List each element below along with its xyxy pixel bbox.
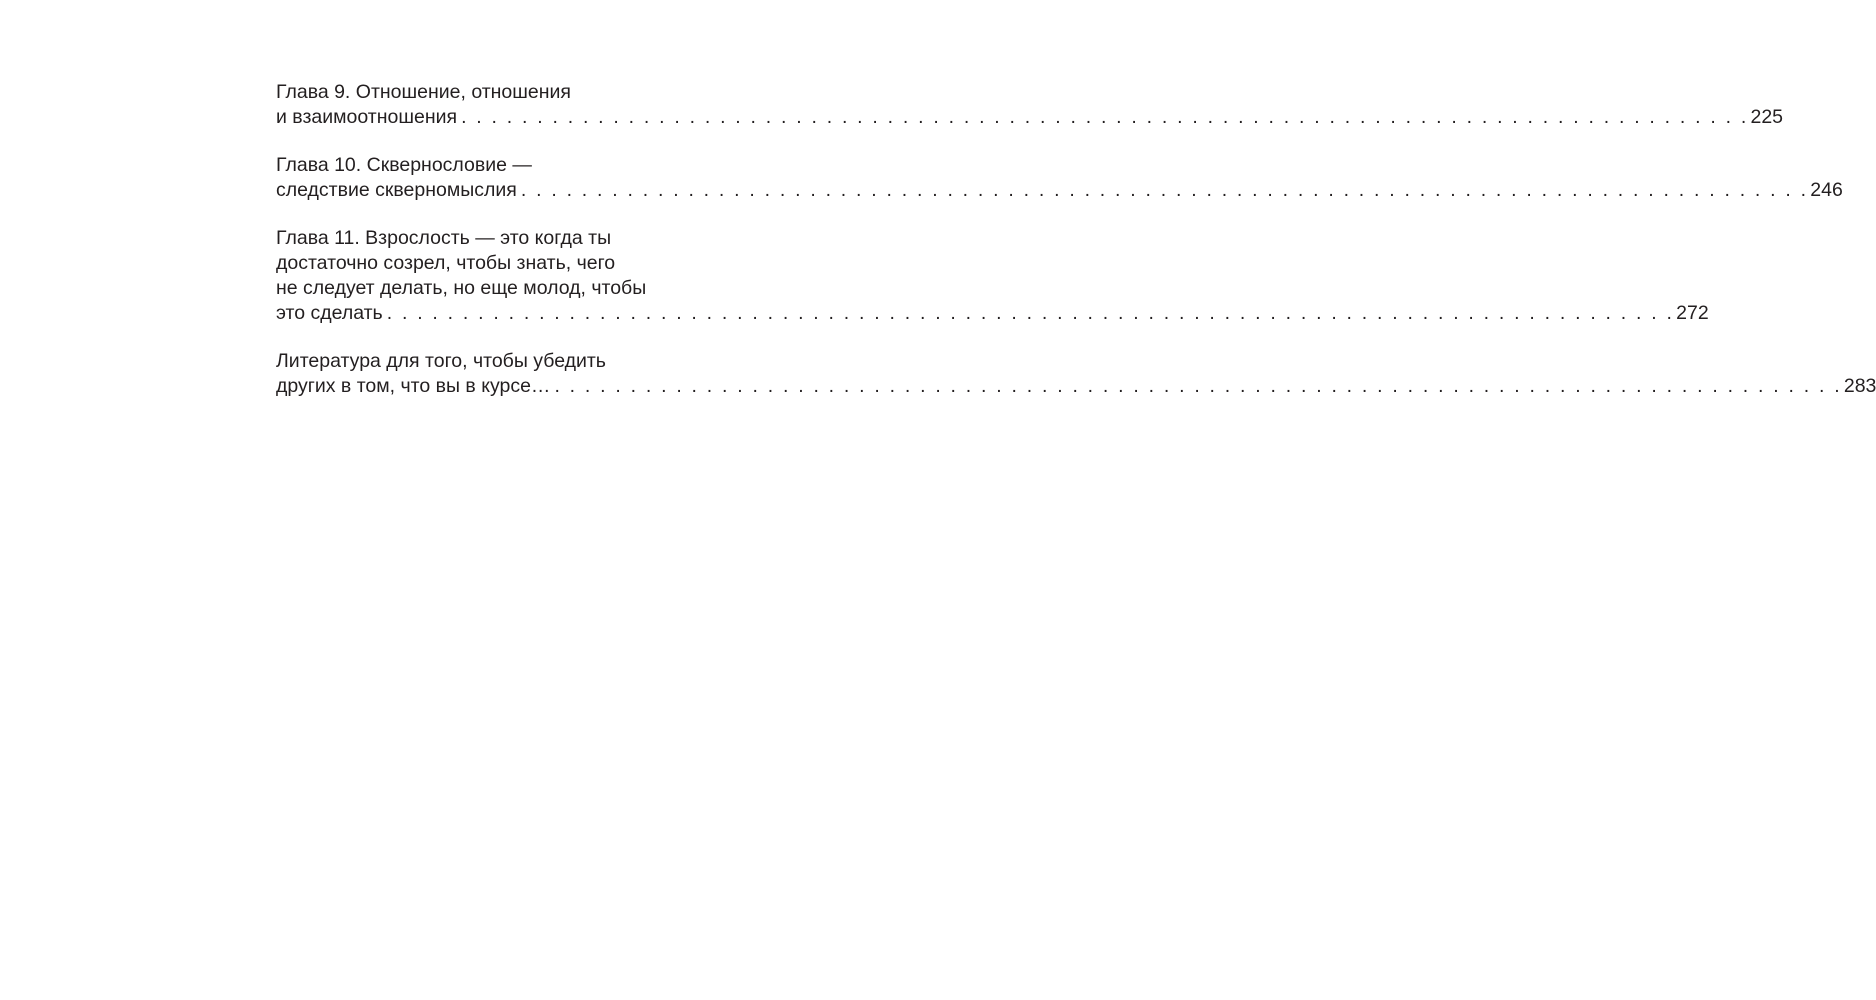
toc-entry-chapter-9	[276, 80, 1784, 130]
toc-entry-title-line: Глава 10. Сквернословие —	[276, 154, 532, 176]
toc-entry-title-line: не следует делать, но еще молод, чтобы	[276, 277, 647, 299]
toc-entry-title-line: Глава 11. Взрослость — это когда ты	[276, 227, 612, 249]
toc-entry-literature	[276, 349, 1876, 399]
toc-entry-title-line: и взаимоотношения	[276, 106, 458, 128]
toc-entry-title-line: других в том, что вы в курсе…	[276, 375, 551, 397]
toc-entry-title-line: это сделать	[276, 302, 383, 324]
toc-entry-final-line	[276, 105, 1784, 130]
dot-leader: . . . . . . . . . . . . . . . . . . . . . . . . . . . . . . . . . . . . . . . . . . . . . . . . . . . . . . . . . . . . . . . . . . . . . . . . . . . . . . . . . . . . .	[554, 375, 1842, 397]
toc-entry-title-line: достаточно созрел, чтобы знать, чего	[276, 252, 616, 274]
toc-page-number: 225	[1750, 106, 1784, 128]
toc-entry-title-line: Литература для того, чтобы убедить	[276, 350, 606, 372]
toc-page-number: 272	[1676, 302, 1709, 324]
toc-entry-chapter-11	[276, 226, 1709, 326]
toc-entry-chapter-10	[276, 153, 1843, 203]
toc-entry-title-line: следствие скверномыслия	[276, 179, 517, 201]
toc-entry-final-line	[276, 301, 1709, 326]
toc-page-number: 246	[1810, 179, 1843, 201]
table-of-contents	[276, 80, 1876, 422]
toc-entry-title-line: Глава 9. Отношение, отношения	[276, 81, 571, 103]
dot-leader: . . . . . . . . . . . . . . . . . . . . . . . . . . . . . . . . . . . . . . . . . . . . . . . . . . . . . . . . . . . . . . . . . . . . . . . . . . . . . . . . . . . . .	[386, 302, 1675, 324]
dot-leader: . . . . . . . . . . . . . . . . . . . . . . . . . . . . . . . . . . . . . . . . . . . . . . . . . . . . . . . . . . . . . . . . . . . . . . . . . . . . . . . . . . . . .	[520, 179, 1809, 201]
toc-entry-final-line	[276, 178, 1843, 203]
toc-entry-final-line	[276, 374, 1876, 399]
dot-leader: . . . . . . . . . . . . . . . . . . . . . . . . . . . . . . . . . . . . . . . . . . . . . . . . . . . . . . . . . . . . . . . . . . . . . . . . . . . . . . . . . . . . .	[461, 106, 1749, 128]
toc-page-number: 283	[1843, 375, 1876, 397]
